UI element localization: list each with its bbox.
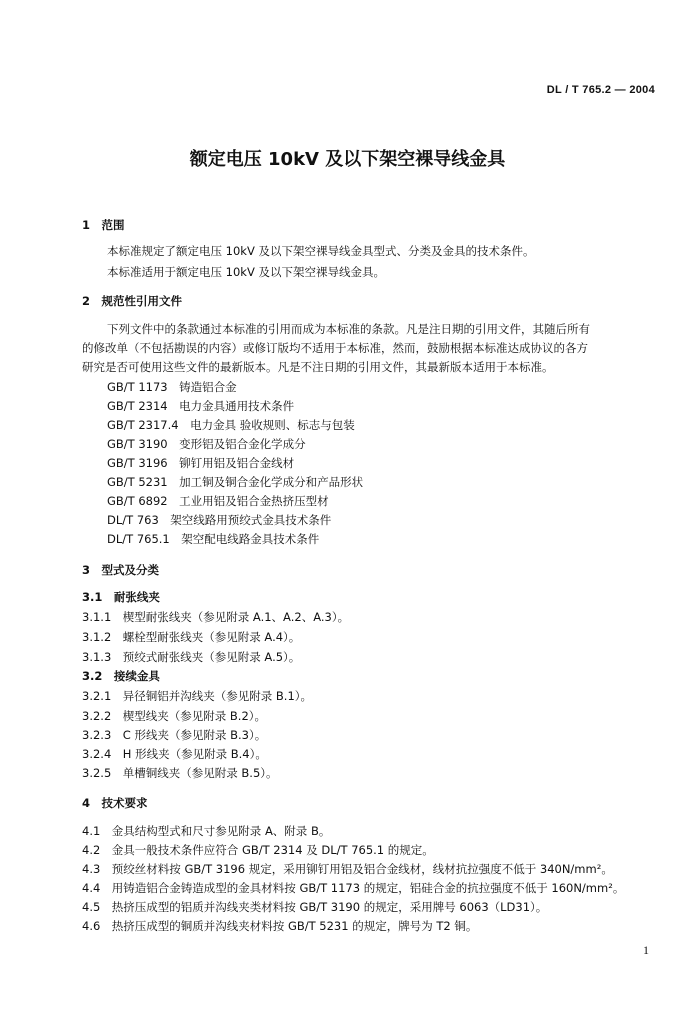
clause-item: 4.2 金具一般技术条件应符合 GB/T 2314 及 DL/T 765.1 的规定。 [82,843,434,857]
reference-item: GB/T 3190 变形铝及铝合金化学成分 [107,437,306,451]
section-2-para-line-3: 研究是否可使用这些文件的最新版本。凡是不注日期的引用文件，其最新版本适用于本标准。 [82,360,554,374]
reference-item: DL/T 763 架空线路用预绞式金具技术条件 [107,513,332,527]
section-1-para-1: 本标准规定了额定电压 10kV 及以下架空裸导线金具型式、分类及金具的技术条件。 [107,244,535,258]
reference-item: GB/T 2314 电力金具通用技术条件 [107,399,295,413]
reference-item: GB/T 3196 铆钉用铝及铝合金线材 [107,456,295,470]
clause-item: 3.2.2 楔型线夹（参见附录 B.2）。 [82,709,267,723]
clause-item: 3.2.5 单槽铜线夹（参见附录 B.5）。 [82,766,278,780]
clause-item: 3.2.3 C 形线夹（参见附录 B.3）。 [82,728,267,742]
section-2-heading: 2 规范性引用文件 [82,294,183,308]
section-2-para-line-2: 的修改单（不包括勘误的内容）或修订版均不适用于本标准，然而，鼓励根据本标准达成协议的各方 [82,341,588,355]
clause-item: 3.1.1 楔型耐张线夹（参见附录 A.1、A.2、A.3）。 [82,610,350,624]
section-1-heading: 1 范围 [82,218,125,232]
section-3-heading: 3 型式及分类 [82,563,160,577]
reference-item: GB/T 2317.4 电力金具 验收规则、标志与包装 [107,418,355,432]
section-1-para-2: 本标准适用于额定电压 10kV 及以下架空裸导线金具。 [107,265,385,279]
document-title: 额定电压 10kV 及以下架空裸导线金具 [189,149,506,170]
clause-item: 3.2.1 异径铜铝并沟线夹（参见附录 B.1）。 [82,689,313,703]
clause-item: 3.1.2 螺栓型耐张线夹（参见附录 A.4）。 [82,630,301,644]
clause-item: 4.5 热挤压成型的铝质并沟线夹类材料按 GB/T 3190 的规定，采用牌号 6063（LD31）。 [82,900,548,914]
clause-item: 3.2.4 H 形线夹（参见附录 B.4）。 [82,747,267,761]
reference-item: GB/T 5231 加工铜及铜合金化学成分和产品形状 [107,475,364,489]
reference-item: DL/T 765.1 架空配电线路金具技术条件 [107,532,320,546]
section-2-para-line-1: 下列文件中的条款通过本标准的引用而成为本标准的条款。凡是注日期的引用文件，其随后所有 [107,322,590,336]
clause-item: 4.1 金具结构型式和尺寸参见附录 A、附录 B。 [82,824,331,838]
page-number: 1 [643,943,649,957]
reference-item: GB/T 1173 铸造铝合金 [107,380,237,394]
reference-item: GB/T 6892 工业用铝及铝合金热挤压型材 [107,494,329,508]
subsection-3-1-heading: 3.1 耐张线夹 [82,590,160,604]
clause-item: 4.4 用铸造铝合金铸造成型的金具材料按 GB/T 1173 的规定，铝硅合金的抗拉强度不低于 160N/mm²。 [82,881,625,895]
section-4-heading: 4 技术要求 [82,796,148,810]
standard-code: DL / T 765.2 — 2004 [546,84,655,96]
clause-item: 4.6 热挤压成型的铜质并沟线夹材料按 GB/T 5231 的规定，牌号为 T2 铜。 [82,919,478,933]
clause-item: 4.3 预绞丝材料按 GB/T 3196 规定，采用铆钉用铝及铝合金线材，线材抗拉强度不低于 340N/mm²。 [82,862,613,876]
subsection-3-2-heading: 3.2 接续金具 [82,669,160,683]
clause-item: 3.1.3 预绞式耐张线夹（参见附录 A.5）。 [82,650,301,664]
